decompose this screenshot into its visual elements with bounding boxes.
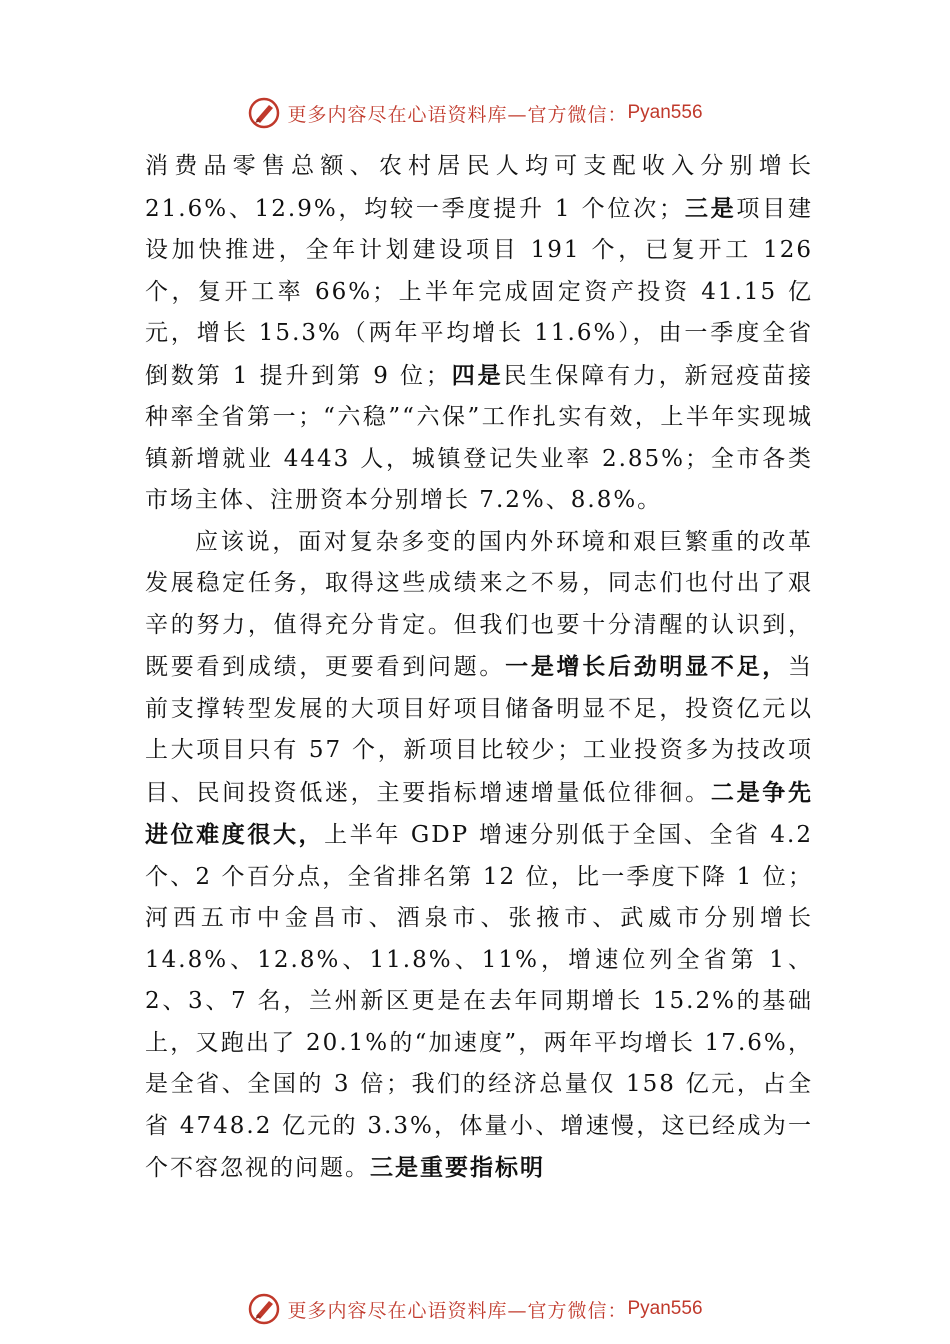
- bold-run: 三是: [684, 194, 737, 222]
- brand-logo-icon: [247, 96, 281, 130]
- bold-run: 一是增长后劲明显不足，: [505, 653, 789, 680]
- paragraph-achievements: [145, 146, 813, 522]
- text-run: 项目建设加快推进，全年计划建设项目 191 个，已复开工 126 个，复开工率 66%；上半年完成固定资产投资 41.15 亿元，增长 15.3%（两年平均增长 11.6%），由一季度全省倒数第 1 提升到第 9 位；: [145, 195, 814, 389]
- text-run: 当前支撑转型发展的大项目好项目储备明显不足，投资亿元以上大项目只有 57 个，新项目比较少；工业投资多为技改项目、民间投资低迷，主要指标增速增量低位徘徊。: [145, 654, 814, 806]
- header-wechat-id: Pyan556: [627, 102, 703, 123]
- paragraph-problems: [145, 522, 813, 1190]
- footer-banner: [0, 1289, 950, 1329]
- document-body: [145, 146, 813, 1190]
- text-run: 应该说，面对复杂多变的国内外环境和艰巨繁重的改革发展稳定任务，取得这些成绩来之不易，同志们也付出了艰辛的努力，值得充分肯定。但我们也要十分清醒的认识到，既要看到成绩，更要看到问题。: [145, 528, 813, 680]
- bold-run: 三是重要指标明: [370, 1154, 545, 1181]
- text-run: 消费品零售总额、农村居民人均可支配收入分别增长 21.6%、12.9%，均较一季度提升 1 个位次；: [145, 153, 813, 222]
- bold-run: 二是争先进位难度很大，: [145, 778, 814, 848]
- text-run: 上半年 GDP 增速分别低于全国、全省 4.2 个、2 个百分点，全省排名第 12 位，比一季度下降 1 位；河西五市中金昌市、酒泉市、张掖市、武威市分别增长 14.8%、12.8%、11.8%、11%，增速位列全省第 1、2、3、7 名，兰州新区更是在去年同期增长 15.2%的基础上，又跑出了 20.1%的“加速度”，两年平均增长 17.6%，是全省、全国的 3 倍；我们的经济总量仅 158 亿元，占全省 4748.2 亿元的 3.3%，体量小、增速慢，这已经成为一个不容忽视的问题。: [145, 822, 813, 1181]
- footer-wechat-id: Pyan556: [627, 1298, 703, 1319]
- header-banner: [0, 93, 950, 133]
- header-banner-text: 更多内容尽在心语资料库—官方微信：: [287, 103, 628, 126]
- footer-banner-text: 更多内容尽在心语资料库—官方微信：: [287, 1299, 628, 1322]
- text-run: 民生保障有力，新冠疫苗接种率全省第一；“六稳”“六保”工作扎实有效，上半年实现城镇新增就业 4443 人，城镇登记失业率 2.85%；全市各类市场主体、注册资本分别增长 7.2%、8.8%。: [145, 362, 814, 513]
- brand-logo-icon: [247, 1292, 281, 1326]
- bold-run: 四是: [450, 361, 504, 389]
